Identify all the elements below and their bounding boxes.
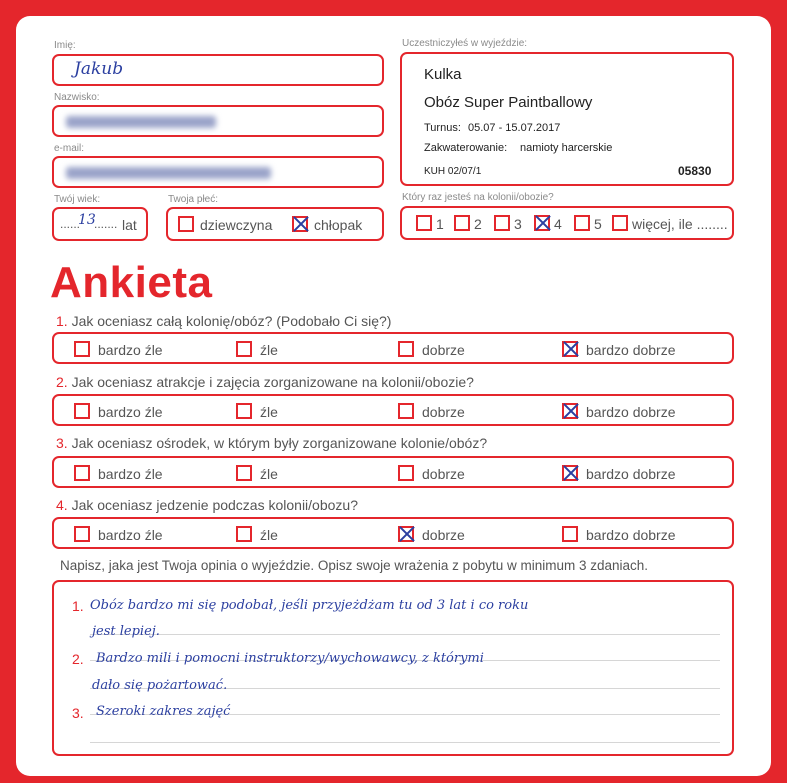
q4-checkbox-zle[interactable] xyxy=(236,526,252,542)
question-1-number: 1. xyxy=(56,313,68,329)
trip-card xyxy=(400,52,734,186)
q1-checkbox-dobrze[interactable] xyxy=(398,341,414,357)
question-1-options xyxy=(52,332,734,364)
q4-option-bardzo-zle: bardzo źle xyxy=(98,527,163,543)
opinion-line xyxy=(90,634,720,635)
question-3-text: Jak oceniasz ośrodek, w którym były zorganizowane kolonie/obóz? xyxy=(71,435,488,451)
trip-name: Kulka xyxy=(424,66,462,83)
question-2-options xyxy=(52,394,734,426)
q2-checkbox-zle[interactable] xyxy=(236,403,252,419)
q2-option-bardzo-zle: bardzo źle xyxy=(98,404,163,420)
q2-checkbox-bardzo-dobrze[interactable] xyxy=(562,403,578,419)
answer-3-number: 3. xyxy=(72,705,84,721)
email-label: e-mail: xyxy=(54,143,85,154)
question-3 xyxy=(56,435,487,451)
gender-label: Twoja płeć: xyxy=(168,194,219,205)
q1-checkbox-bardzo-dobrze[interactable] xyxy=(562,341,578,357)
question-2-text: Jak oceniasz atrakcje i zajęcia zorganizowane na kolonii/obozie? xyxy=(71,374,474,390)
times-checkbox-3[interactable] xyxy=(494,215,510,231)
age-field[interactable] xyxy=(52,207,148,241)
question-3-options xyxy=(52,456,734,488)
surname-field[interactable] xyxy=(52,105,384,137)
age-unit: lat xyxy=(122,217,137,233)
question-2 xyxy=(56,374,474,390)
times-option-more: więcej, ile ........ xyxy=(632,216,728,232)
answer-2-line-2: dało się pożartować. xyxy=(92,678,228,693)
q3-checkbox-bardzo-zle[interactable] xyxy=(74,465,90,481)
trip-accom-value: namioty harcerskie xyxy=(520,142,613,154)
times-checkbox-5[interactable] xyxy=(574,215,590,231)
times-checkbox-4[interactable] xyxy=(534,215,550,231)
surname-label: Nazwisko: xyxy=(54,92,100,103)
opinion-line xyxy=(90,742,720,743)
times-option-3: 3 xyxy=(514,216,522,232)
trip-camp: Obóz Super Paintballowy xyxy=(424,94,593,111)
trip-label: Uczestniczyłeś w wyjeździe: xyxy=(402,38,528,49)
name-field[interactable] xyxy=(52,54,384,86)
times-option-5: 5 xyxy=(594,216,602,232)
gender-option-female: dziewczyna xyxy=(200,217,273,233)
question-4 xyxy=(56,497,358,513)
name-value: Jakub xyxy=(74,59,124,79)
times-option-4: 4 xyxy=(554,216,562,232)
gender-checkbox-male[interactable] xyxy=(292,216,308,232)
answer-1-number: 1. xyxy=(72,598,84,614)
q1-option-bardzo-zle: bardzo źle xyxy=(98,342,163,358)
question-4-number: 4. xyxy=(56,497,68,513)
q3-checkbox-dobrze[interactable] xyxy=(398,465,414,481)
age-value: 13 xyxy=(78,212,96,228)
question-3-number: 3. xyxy=(56,435,68,451)
times-label: Który raz jesteś na kolonii/obozie? xyxy=(402,192,554,203)
opinion-prompt: Napisz, jaka jest Twoja opinia o wyjeździe. Opisz swoje wrażenia z pobytu w minimum 3 zdaniach. xyxy=(60,558,649,573)
gender-checkbox-female[interactable] xyxy=(178,216,194,232)
q4-checkbox-bardzo-dobrze[interactable] xyxy=(562,526,578,542)
trip-accom-label: Zakwaterowanie: xyxy=(424,142,508,154)
age-dots-post: ....... xyxy=(94,217,118,231)
q2-option-bardzo-dobrze: bardzo dobrze xyxy=(586,404,676,420)
q1-checkbox-bardzo-zle[interactable] xyxy=(74,341,90,357)
q1-checkbox-zle[interactable] xyxy=(236,341,252,357)
answer-1-line-1: Obóz bardzo mi się podobał, jeśli przyjeżdżam tu od 3 lat i co roku xyxy=(90,598,529,613)
q3-option-dobrze: dobrze xyxy=(422,466,465,482)
answer-2-number: 2. xyxy=(72,651,84,667)
age-dots-pre: ...... xyxy=(60,217,81,231)
q1-option-zle: źle xyxy=(260,342,278,358)
question-4-text: Jak oceniasz jedzenie podczas kolonii/obozu? xyxy=(71,497,358,513)
q3-option-zle: źle xyxy=(260,466,278,482)
times-checkbox-1[interactable] xyxy=(416,215,432,231)
email-field[interactable] xyxy=(52,156,384,188)
answer-2-line-1: Bardzo mili i pomocni instruktorzy/wychowawcy, z którymi xyxy=(96,651,484,666)
name-label: Imię: xyxy=(54,40,76,51)
q2-checkbox-dobrze[interactable] xyxy=(398,403,414,419)
survey-title: Ankieta xyxy=(50,258,213,307)
q1-option-bardzo-dobrze: bardzo dobrze xyxy=(586,342,676,358)
q3-checkbox-bardzo-dobrze[interactable] xyxy=(562,465,578,481)
q4-option-zle: źle xyxy=(260,527,278,543)
trip-code: KUH 02/07/1 xyxy=(424,166,482,177)
q2-option-dobrze: dobrze xyxy=(422,404,465,420)
email-redacted xyxy=(66,167,271,179)
age-label: Twój wiek: xyxy=(54,194,101,205)
q4-option-bardzo-dobrze: bardzo dobrze xyxy=(586,527,676,543)
q1-option-dobrze: dobrze xyxy=(422,342,465,358)
q3-option-bardzo-dobrze: bardzo dobrze xyxy=(586,466,676,482)
gender-option-male: chłopak xyxy=(314,217,363,233)
question-2-number: 2. xyxy=(56,374,68,390)
times-field xyxy=(400,206,734,240)
trip-number: 05830 xyxy=(678,164,712,178)
q3-option-bardzo-zle: bardzo źle xyxy=(98,466,163,482)
question-4-options xyxy=(52,517,734,549)
times-checkbox-more[interactable] xyxy=(612,215,628,231)
answer-3-line-1: Szeroki zakres zajęć xyxy=(96,704,231,719)
q2-checkbox-bardzo-zle[interactable] xyxy=(74,403,90,419)
q4-checkbox-dobrze[interactable] xyxy=(398,526,414,542)
answer-1-line-2: jest lepiej. xyxy=(92,624,160,639)
question-1 xyxy=(56,313,391,329)
q3-checkbox-zle[interactable] xyxy=(236,465,252,481)
q2-option-zle: źle xyxy=(260,404,278,420)
surname-redacted xyxy=(66,116,216,128)
gender-field xyxy=(166,207,384,241)
q4-checkbox-bardzo-zle[interactable] xyxy=(74,526,90,542)
times-option-1: 1 xyxy=(436,216,444,232)
times-checkbox-2[interactable] xyxy=(454,215,470,231)
trip-term-label: Turnus: xyxy=(424,122,461,134)
q4-option-dobrze: dobrze xyxy=(422,527,465,543)
trip-term-value: 05.07 - 15.07.2017 xyxy=(468,122,561,134)
question-1-text: Jak oceniasz całą kolonię/obóz? (Podobało Ci się?) xyxy=(71,313,392,329)
times-option-2: 2 xyxy=(474,216,482,232)
